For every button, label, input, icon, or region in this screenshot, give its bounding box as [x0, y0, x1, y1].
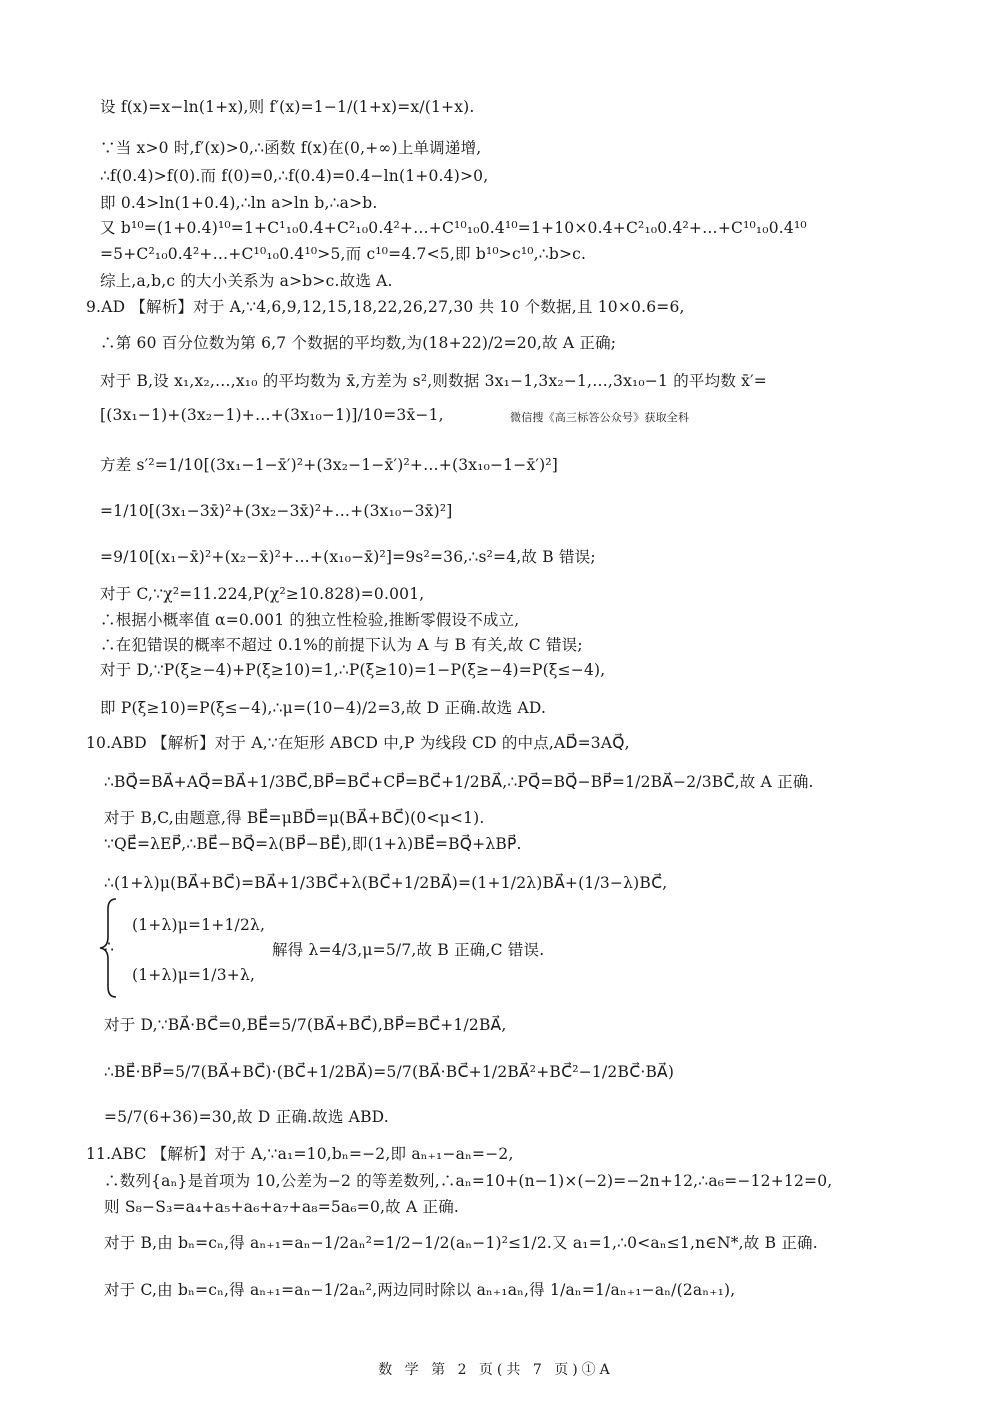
text-line: 则 S₈−S₃=a₄+a₅+a₆+a₇+a₈=5a₆=0,故 A 正确. [104, 1198, 460, 1216]
text-line: 9.AD 【解析】对于 A,∵4,6,9,12,15,18,22,26,27,30 共 10 个数据,且 10×0.6=6, [86, 298, 685, 316]
equation-row-2: (1+λ)μ=1/3+λ, [132, 966, 256, 984]
text-line: 即 0.4>ln(1+0.4),∴ln a>ln b,∴a>b. [100, 194, 378, 212]
text-line: ∴根据小概率值 α=0.001 的独立性检验,推断零假设不成立, [100, 611, 520, 629]
text-line: 设 f(x)=x−ln(1+x),则 f′(x)=1−1/(1+x)=x/(1+x). [100, 98, 475, 116]
therefore-mark: ∴ [104, 938, 115, 956]
text-line: ∴数列{aₙ}是首项为 10,公差为−2 的等差数列,∴aₙ=10+(n−1)×(−2)=−2n+12,∴a₆=−12+12=0, [104, 1172, 833, 1190]
text-line: 10.ABD 【解析】对于 A,∵在矩形 ABCD 中,P 为线段 CD 的中点,AD⃗=3AQ⃗, [86, 734, 630, 752]
system-brace [96, 897, 122, 999]
text-line: =5+C²₁₀0.4²+…+C¹⁰₁₀0.4¹⁰>5,而 c¹⁰=4.7<5,即 b¹⁰>c¹⁰,∴b>c. [100, 245, 587, 263]
text-line: 对于 C,由 bₙ=cₙ,得 aₙ₊₁=aₙ−1/2aₙ²,两边同时除以 aₙ₊₁aₙ,得 1/aₙ=1/aₙ₊₁−aₙ/(2aₙ₊₁), [104, 1281, 736, 1299]
text-line: =9/10[(x₁−x̄)²+(x₂−x̄)²+…+(x₁₀−x̄)²]=9s²=36,∴s²=4,故 B 错误; [100, 548, 596, 566]
text-line: =5/7(6+36)=30,故 D 正确.故选 ABD. [104, 1108, 389, 1126]
text-line: 对于 D,∵BA⃗·BC⃗=0,BE⃗=5/7(BA⃗+BC⃗),BP⃗=BC⃗+1/2BA⃗, [104, 1016, 507, 1034]
text-line: ∴在犯错误的概率不超过 0.1%的前提下认为 A 与 B 有关,故 C 错误; [100, 636, 583, 654]
text-line: ∵当 x>0 时,f′(x)>0,∴函数 f(x)在(0,+∞)上单调递增, [100, 139, 482, 157]
text-line: 综上,a,b,c 的大小关系为 a>b>c.故选 A. [100, 272, 393, 290]
equation-row-1: (1+λ)μ=1+1/2λ, [132, 916, 266, 934]
text-line: 对于 C,∵χ²=11.224,P(χ²≥10.828)=0.001, [100, 585, 425, 603]
text-line: ∴BE⃗·BP⃗=5/7(BA⃗+BC⃗)·(BC⃗+1/2BA⃗)=5/7(BA⃗·BC⃗+1/2BA⃗²+BC⃗²−1/2BC⃗·BA⃗) [104, 1063, 675, 1081]
text-line: ∴f(0.4)>f(0).而 f(0)=0,∴f(0.4)=0.4−ln(1+0.4)>0, [100, 167, 489, 185]
text-line: 方差 s′²=1/10[(3x₁−1−x̄′)²+(3x₂−1−x̄′)²+…+(3x₁₀−1−x̄′)²] [100, 456, 559, 474]
text-line: 即 P(ξ≥10)=P(ξ≤−4),∴μ=(10−4)/2=3,故 D 正确.故选 AD. [100, 699, 547, 717]
text-line: 对于 B,C,由题意,得 BE⃗=μBD⃗=μ(BA⃗+BC⃗)(0<μ<1). [104, 809, 485, 827]
text-line: 对于 D,∵P(ξ≥−4)+P(ξ≥10)=1,∴P(ξ≥10)=1−P(ξ≥−4)=P(ξ≤−4), [100, 661, 606, 679]
text-line: 对于 B,由 bₙ=cₙ,得 aₙ₊₁=aₙ−1/2aₙ²=1/2−1/2(aₙ−1)²≤1/2.又 a₁=1,∴0<aₙ≤1,n∈N*,故 B 正确. [104, 1234, 818, 1252]
text-line: ∴BQ⃗=BA⃗+AQ⃗=BA⃗+1/3BC⃗,BP⃗=BC⃗+CP⃗=BC⃗+1/2BA⃗,∴PQ⃗=BQ⃗−BP⃗=1/2BA⃗−2/3BC⃗,故 A 正确. [104, 773, 814, 791]
watermark-note: 微信搜《高三标答公众号》获取全科 [510, 411, 690, 424]
text-line: 又 b¹⁰=(1+0.4)¹⁰=1+C¹₁₀0.4+C²₁₀0.4²+…+C¹⁰₁₀0.4¹⁰=1+10×0.4+C²₁₀0.4²+…+C¹⁰₁₀0.4¹⁰ [100, 219, 807, 237]
text-line: ∴(1+λ)μ(BA⃗+BC⃗)=BA⃗+1/3BC⃗+λ(BC⃗+1/2BA⃗)=(1+1/2λ)BA⃗+(1/3−λ)BC⃗, [104, 874, 668, 892]
text-line: ∴第 60 百分位数为第 6,7 个数据的平均数,为(18+22)/2=20,故 A 正确; [100, 334, 617, 352]
page-footer: 数 学 第 2 页(共 7 页)①A [378, 1362, 614, 1378]
solution-text: 解得 λ=4/3,μ=5/7,故 B 正确,C 错误. [272, 941, 545, 959]
text-line: [(3x₁−1)+(3x₂−1)+…+(3x₁₀−1)]/10=3x̄−1, [100, 406, 444, 424]
text-line: ∵QE⃗=λEP⃗,∴BE⃗−BQ⃗=λ(BP⃗−BE⃗),即(1+λ)BE⃗=BQ⃗+λBP⃗. [104, 835, 522, 853]
text-line: =1/10[(3x₁−3x̄)²+(3x₂−3x̄)²+…+(3x₁₀−3x̄)²] [100, 502, 453, 520]
text-line: 对于 B,设 x₁,x₂,…,x₁₀ 的平均数为 x̄,方差为 s²,则数据 3x₁−1,3x₂−1,…,3x₁₀−1 的平均数 x̄′= [100, 372, 767, 390]
text-line: 11.ABC 【解析】对于 A,∵a₁=10,bₙ=−2,即 aₙ₊₁−aₙ=−2, [86, 1145, 514, 1163]
